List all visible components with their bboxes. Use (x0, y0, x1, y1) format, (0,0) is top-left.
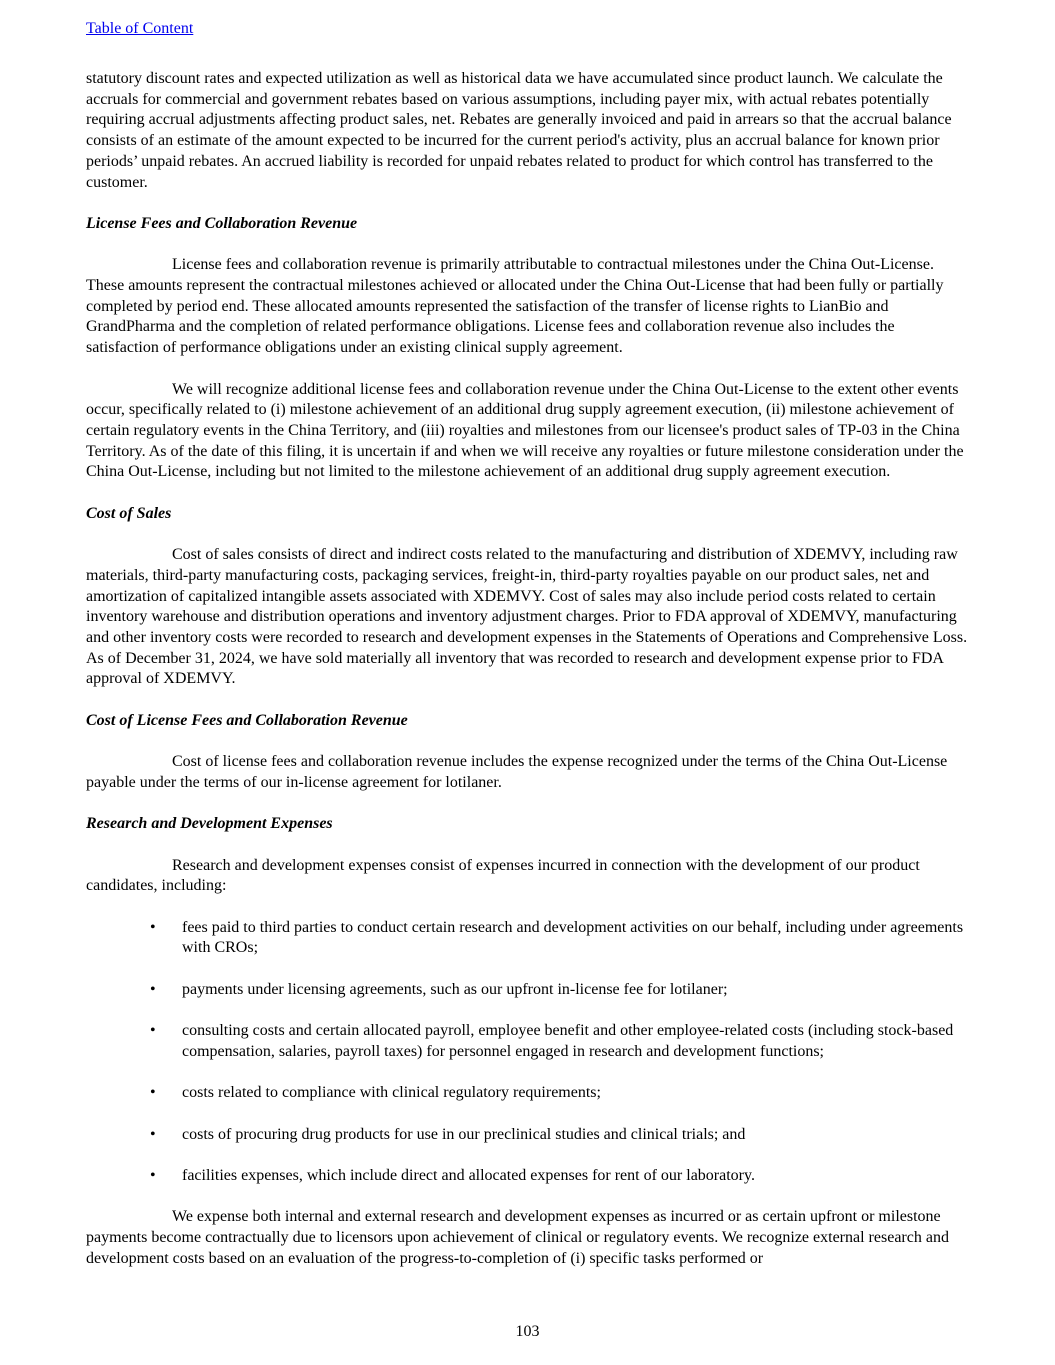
research-development-heading: Research and Development Expenses (86, 815, 333, 833)
research-development-intro: Research and development expenses consist of expenses incurred in connection with the development of our product candidates, including: (86, 856, 920, 895)
license-fees-paragraph-2: We will recognize additional license fees and collaboration revenue under the China Out-License to the extent other events occur, specifically related to (i) milestone achievement of an additional drug supply agreement execution, (ii) milestone achievement of certain regulatory events in the China Territory, and (iii) royalties and milestones from our licensee's product sales of TP-03 in the China Territory. As of the date of this filing, it is uncertain if and when we will receive any royalties or future milestone consideration under the China Out-License, including but not limited to the milestone achievement of an additional drug supply agreement execution. (86, 380, 964, 481)
list-item-text: costs related to compliance with clinical regulatory requirements; (182, 1084, 601, 1102)
list-item (86, 1125, 970, 1146)
cost-of-sales-heading: Cost of Sales (86, 504, 172, 522)
research-development-bullet-list (86, 918, 970, 1187)
list-item-text: payments under licensing agreements, such as our upfront in-license fee for lotilaner; (182, 980, 728, 998)
bullet-icon: • (150, 1022, 156, 1040)
table-of-content-link[interactable]: Table of Content (86, 20, 194, 37)
license-fees-paragraph-1: License fees and collaboration revenue is primarily attributable to contractual milestones under the China Out-License. These amounts represent the contractual milestones achieved or allocated under the China Out-License that had been fully or partially completed by period end. These allocated amounts represented the satisfaction of the transfer of license rights to LianBio and GrandPharma and the completion of related performance obligations. License fees and collaboration revenue also includes the satisfaction of performance obligations under an existing clinical supply agreement. (86, 256, 944, 357)
list-item (86, 1166, 970, 1187)
list-item (86, 918, 970, 959)
research-development-expense-paragraph: We expense both internal and external research and development expenses as incurred or as certain upfront or milestone payments become contractually due to licensors upon achievement of clinical or regulatory events. We recognize external research and development costs based on an evaluation of the progress-to-completion of (i) specific tasks performed or (86, 1208, 949, 1267)
list-item-text: costs of procuring drug products for use in our preclinical studies and clinical trials; and (182, 1125, 746, 1143)
list-item-text: facilities expenses, which include direct and allocated expenses for rent of our laboratory. (182, 1167, 755, 1185)
rebates-paragraph: statutory discount rates and expected utilization as well as historical data we have accumulated since product launch. We calculate the accruals for commercial and government rebates based on various assumptions, including payer mix, with actual rebates potentially requiring accrual adjustments affecting product sales, net. Rebates are generally invoiced and paid in arrears so that the accrual balance consists of an estimate of the amount expected to be incurred for the current period's activity, plus an accrual balance for known prior periods’ unpaid rebates. An accrued liability is recorded for unpaid rebates related to product for which control has transferred to the customer. (86, 70, 952, 191)
page-content (86, 69, 970, 1290)
list-item-text: fees paid to third parties to conduct certain research and development activities on our behalf, including under agreements with CROs; (182, 918, 964, 957)
cost-of-license-fees-heading: Cost of License Fees and Collaboration Revenue (86, 711, 408, 729)
page-number: 103 (515, 1323, 540, 1340)
cost-of-license-fees-paragraph: Cost of license fees and collaboration revenue includes the expense recognized under the terms of the China Out-License payable under the terms of our in-license agreement for lotilaner. (86, 753, 948, 791)
bullet-icon: • (150, 1167, 156, 1185)
bullet-icon: • (150, 1125, 156, 1143)
list-item (86, 1021, 970, 1062)
list-item (86, 980, 970, 1001)
bullet-icon: • (150, 918, 156, 936)
list-item (86, 1083, 970, 1104)
cost-of-sales-paragraph: Cost of sales consists of direct and indirect costs related to the manufacturing and distribution of XDEMVY, including raw materials, third-party manufacturing costs, packaging services, freight-in, third-party royalties payable on our product sales, net and amortization of capitalized intangible assets associated with XDEMVY. Cost of sales may also include period costs related to certain inventory warehouse and distribution operations and inventory adjustment charges. Prior to FDA approval of XDEMVY, manufacturing and other inventory costs were recorded to research and development expenses in the Statements of Operations and Comprehensive Loss. As of December 31, 2024, we have sold materially all inventory that was recorded to research and development expense prior to FDA approval of XDEMVY. (86, 546, 968, 688)
bullet-icon: • (150, 1084, 156, 1102)
bullet-icon: • (150, 980, 156, 998)
list-item-text: consulting costs and certain allocated payroll, employee benefit and other employee-related costs (including stock-based compensation, salaries, payroll taxes) for personnel engaged in research and development functions; (182, 1022, 954, 1060)
license-fees-heading: License Fees and Collaboration Revenue (86, 214, 358, 232)
